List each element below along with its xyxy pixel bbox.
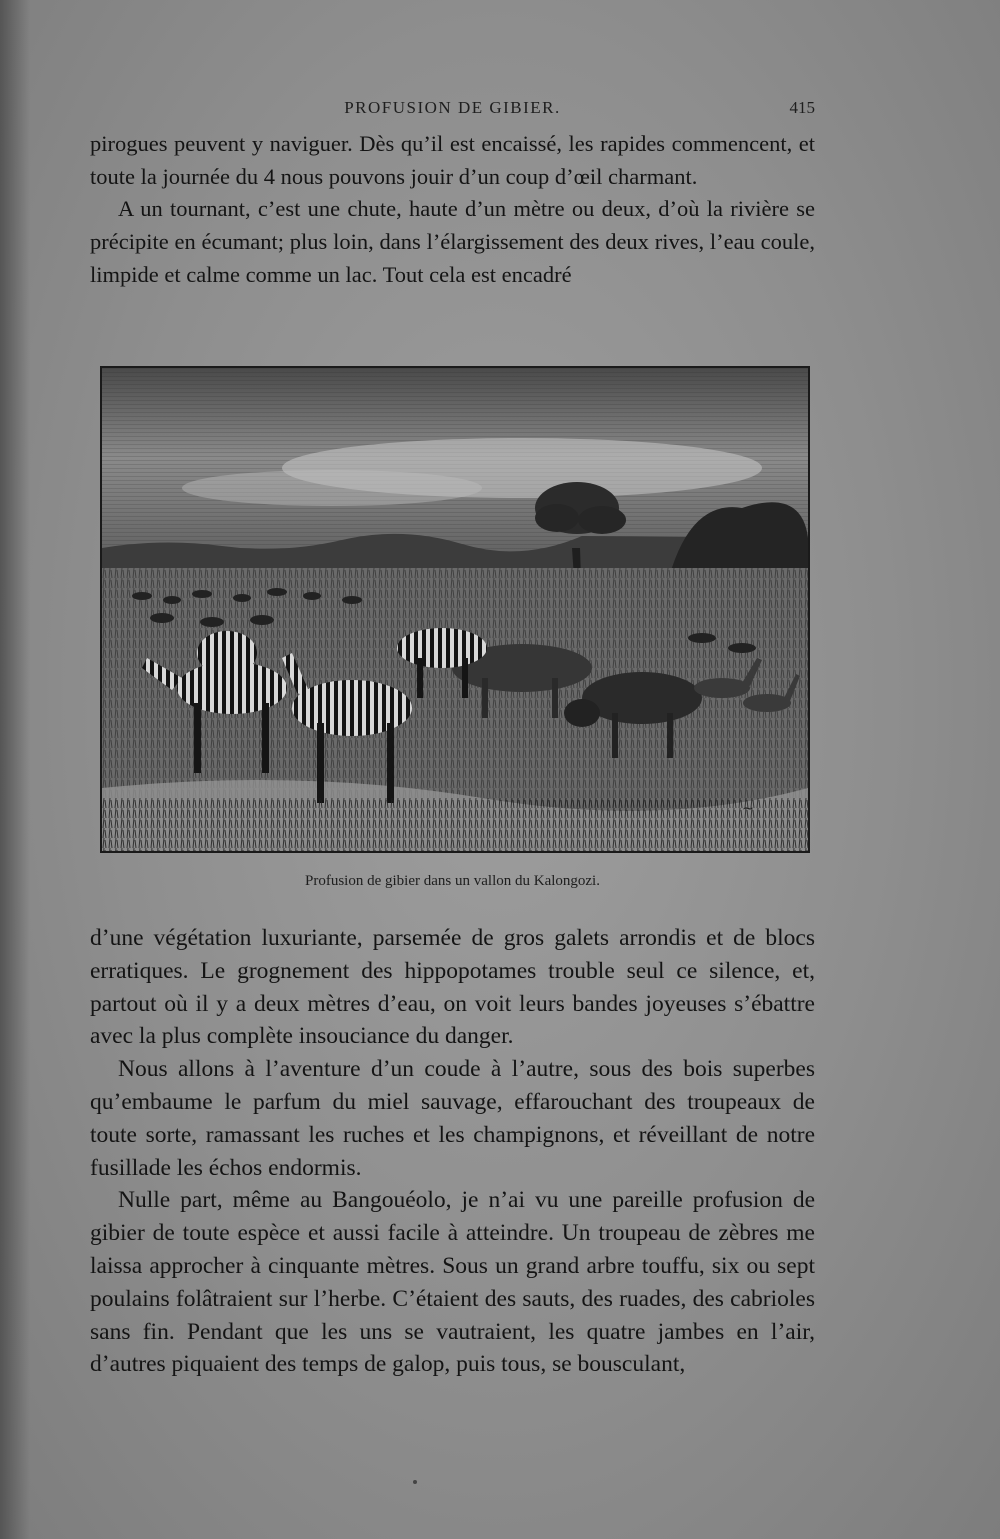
paragraph: Nous allons à l’aventure d’un coude à l’autre, sous des bois superbes qu’embaume le parfum du miel sauvage, effarouchant des troupeaux de toute sorte, ramassant les ruches et les champignons, et réveillant de notre fusillade les échos endormis. xyxy=(90,1056,815,1181)
zebra xyxy=(197,631,257,675)
text-block-top xyxy=(90,128,815,292)
engraving-zebras-savanna xyxy=(102,368,808,851)
ink-spot xyxy=(413,1480,417,1484)
paragraph: d’une végétation luxuriante, parsemée de gros galets arrondis et de blocs erratiques. Le grognement des hippopotames trouble seul ce silence, et, partout où il y a deux mètres d’eau, on voit leurs bandes joyeuses s’ébattre avec la plus complète insouciance du danger. xyxy=(90,925,815,1050)
text-block-bottom xyxy=(90,922,815,1381)
engraver-signature: ~ xyxy=(742,801,754,817)
paragraph: Nulle part, même au Bangouéolo, je n’ai vu une pareille profusion de gibier de toute espèce et aussi facile à atteindre. Un troupeau de zèbres me laissa approcher à cinquante mètres. Sous un grand arbre touffu, six ou sept poulains folâtraient sur l’herbe. C’étaient des sauts, des ruades, des cabrioles sans fin. Pendant que les uns se vautraient, les quatre jambes en l’air, d’autres piquaient des temps de galop, puis tous, se bousculant, xyxy=(90,1187,815,1378)
page-number: 415 xyxy=(789,98,815,117)
page-header xyxy=(90,96,815,126)
paragraph: pirogues peuvent y naviguer. Dès qu’il est encaissé, les rapides commencent, et toute la journée du 4 nous pouvons jouir d’un coup d’œil charmant. xyxy=(90,131,815,189)
paragraph: A un tournant, c’est une chute, haute d’un mètre ou deux, d’où la rivière se précipite en écumant; plus loin, dans l’élargissement des deux rives, l’eau coule, limpide et calme comme un lac. Tout cela est encadré xyxy=(90,196,815,287)
figure-caption: Profusion de gibier dans un vallon du Kalongozi. xyxy=(305,873,600,889)
running-title: PROFUSION DE GIBIER. xyxy=(344,98,561,117)
engraving-illustration xyxy=(100,366,810,853)
